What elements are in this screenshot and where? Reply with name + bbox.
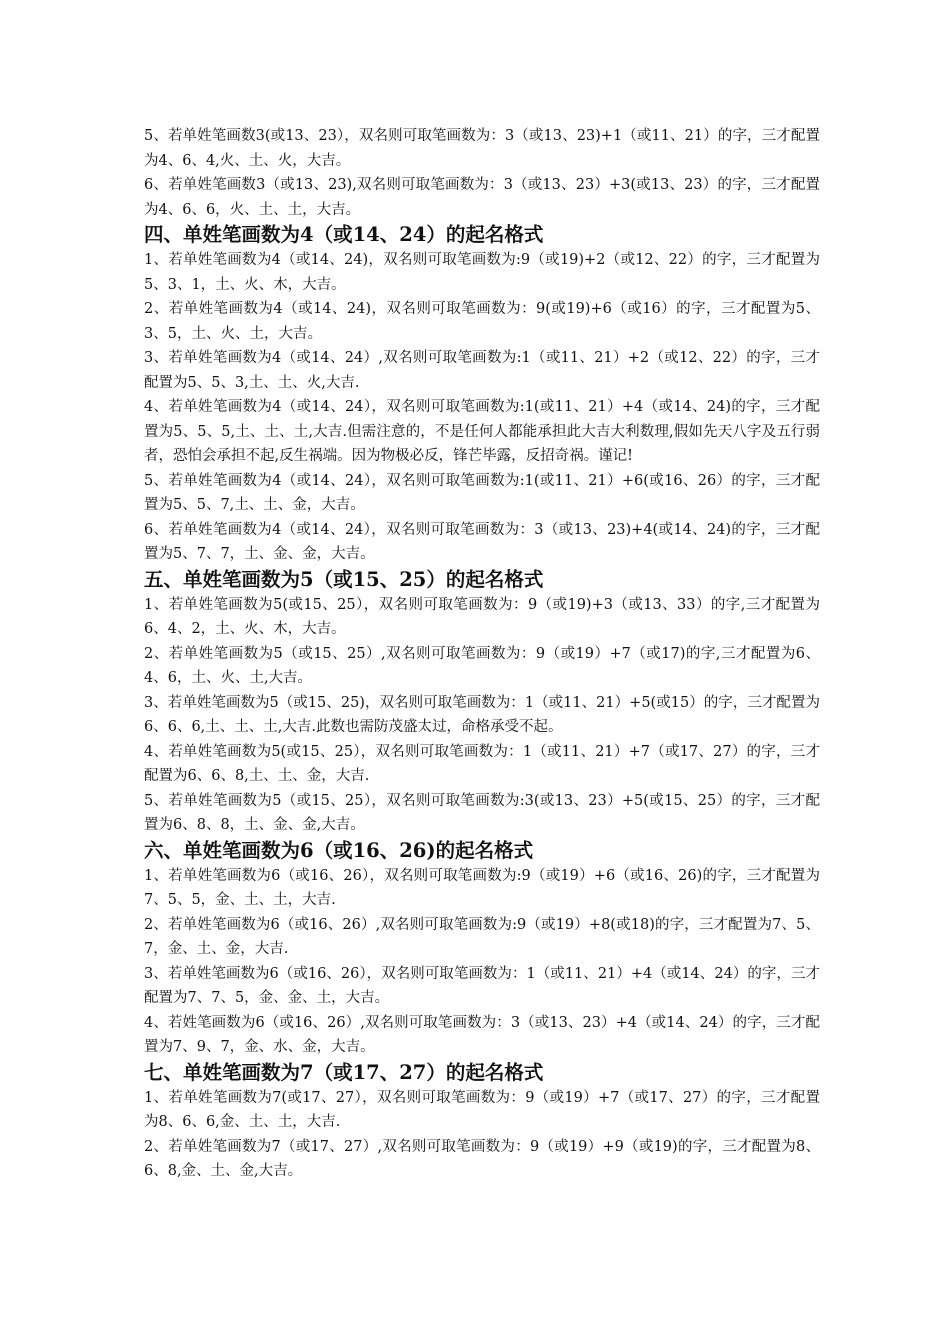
paragraph: 5、若单姓笔画数为5（或15、25），双名则可取笔画数为:3(或13、23）+5(或15、25）的字，三才配置为6、8、8，土、金、金,大吉。 [144,792,820,833]
paragraph: 3、若单姓笔画数为4（或14、24）,双名则可取笔画数为:1（或11、21）+2（或12、22）的字，三才配置为5、5、3,土、土、火,大吉. [144,350,820,391]
paragraph: 2、若单姓笔画数为4（或14、24)，双名则可取笔画数为：9(或19)+6（或16）的字，三才配置为5、3、5，土、火、土，大吉。 [144,301,820,342]
paragraph: 5、若单姓笔画数为4（或14、24），双名则可取笔画数为:1(或11、21）+6(或16、26）的字，三才配置为5、5、7,土、土、金，大吉。 [144,472,820,513]
section-heading: 七、单姓笔画数为7（或17、27）的起名格式 [144,1060,544,1084]
paragraph: 2、若单姓笔画数为5（或15、25）,双名则可取笔画数为：9（或19）+7（或17)的字,三才配置为6、4、6，土、火、土,大吉。 [144,645,820,686]
section-heading: 四、单姓笔画数为4（或14、24）的起名格式 [144,223,544,246]
paragraph: 6、若单姓笔画数为4（或14、24），双名则可取笔画数为：3（或13、23)+4(或14、24)的字，三才配置为5、7、7，土、金、金，大吉。 [144,521,820,562]
paragraph: 1、若单姓笔画数为6（或16、26），双名则可取笔画数为:9（或19）+6（或16、26)的字，三才配置为7、5、5，金、土、土，大吉. [144,867,820,908]
paragraph: 5、若单姓笔画数3(或13、23），双名则可取笔画数为：3（或13、23)+1（或11、21）的字，三才配置为4、6、4,火、土、火，大吉。 [144,128,820,169]
paragraph: 3、若单姓笔画数为5（或15、25)，双名则可取笔画数为：1（或11、21）+5(或15）的字，三才配置为6、6、6,土、土、土,大吉.此数也需防茂盛太过，命格承受不起。 [144,694,820,735]
paragraph: 4、若姓笔画数为6（或16、26）,双名则可取笔画数为：3（或13、23）+4（或14、24）的字，三才配置为7、9、7，金、水、金，大吉。 [144,1014,820,1055]
paragraph: 1、若单姓笔画数为4（或14、24)，双名则可取笔画数为:9（或19)+2（或12、22）的字，三才配置为5、3、1，土、火、木，大吉。 [144,252,820,293]
paragraph: 4、若单姓笔画数为4（或14、24），双名则可取笔画数为:1(或11、21）+4（或14、24)的字，三才配置为5、5、5,土、土、土,大吉.但需注意的，不是任何人都能承担此大吉大利数理,假如先天八字及五行弱者，恐怕会承担不起,反生祸端。因为物极必反，锋芒毕露，反招奇祸。谨记! [144,399,820,464]
paragraph: 1、若单姓笔画数为7(或17、27），双名则可取笔画数为：9（或19）+7（或17、27）的字，三才配置为8、6、6,金、土、土，大吉. [144,1089,820,1130]
paragraph: 4、若单姓笔画数为5(或15、25），双名则可取笔画数为：1（或11、21）+7（或17、27）的字，三才配置为6、6、8,土、土、金，大吉. [144,743,820,784]
section-heading: 六、单姓笔画数为6（或16、26)的起名格式 [144,838,534,862]
paragraph: 2、若单姓笔画数为7（或17、27）,双名则可取笔画数为：9（或19）+9（或19)的字，三才配置为8、6、8,金、土、金,大吉。 [144,1138,820,1179]
paragraph: 2、若单姓笔画数为6（或16、26）,双名则可取笔画数为:9（或19）+8(或18)的字，三才配置为7、5、7，金、土、金，大吉. [144,916,820,957]
paragraph: 6、若单姓笔画数3（或13、23),双名则可取笔画数为：3（或13、23）+3(或13、23）的字，三才配置为4、6、6，火、土、土，大吉。 [144,177,820,218]
section-heading: 五、单姓笔画数为5（或15、25）的起名格式 [144,567,544,591]
paragraph: 3、若单姓笔画数为6（或16、26），双名则可取笔画数为：1（或11、21）+4（或14、24）的字，三才配置为7、7、5，金、金、土，大吉。 [144,965,820,1006]
paragraph: 1、若单姓笔画数为5(或15、25），双名则可取笔画数为：9（或19)+3（或13、33）的字,三才配置为6、4、2，土、火、木，大吉。 [144,596,820,637]
